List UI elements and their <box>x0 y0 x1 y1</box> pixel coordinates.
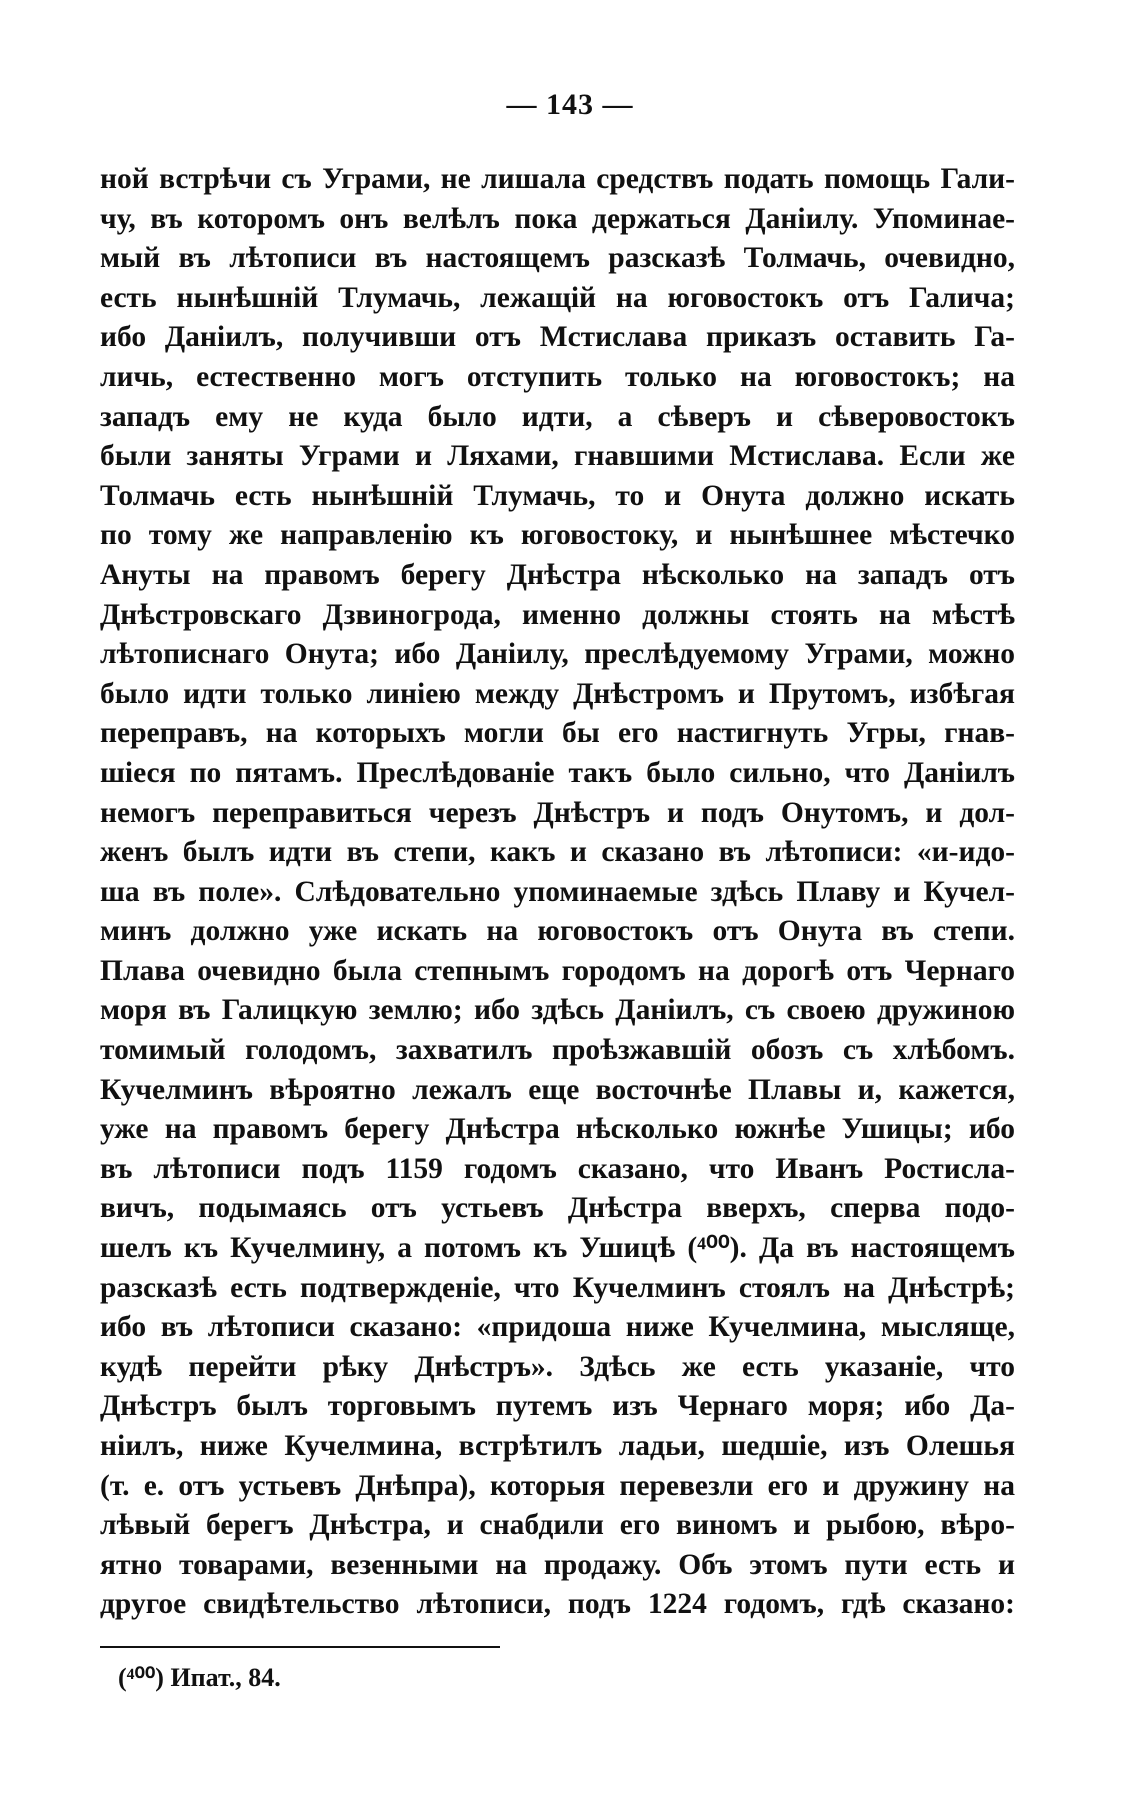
text-line: по тому же направленію къ юговостоку, и нынѣшнее мѣстечко <box>100 519 1015 552</box>
text-line: лѣтописнаго Онута; ибо Даніилу, преслѣдуемому Уграми, можно <box>100 638 1015 671</box>
text-line: лѣвый берегъ Днѣстра, и снабдили его виномъ и рыбою, вѣро- <box>100 1509 1015 1542</box>
text-line: Днѣстръ былъ торговымъ путемъ изъ Чернаго моря; ибо Да- <box>100 1390 1015 1423</box>
text-line: другое свидѣтельство лѣтописи, подъ 1224 годомъ, гдѣ сказано: <box>100 1588 1015 1621</box>
text-line: ніилъ, ниже Кучелмина, встрѣтилъ ладьи, шедшіе, изъ Олешья <box>100 1430 1015 1462</box>
text-line: немогъ переправиться черезъ Днѣстръ и подъ Онутомъ, и дол- <box>100 796 1015 829</box>
text-line: уже на правомъ берегу Днѣстра нѣсколько южнѣе Ушицы; ибо <box>100 1113 1015 1146</box>
text-line: личь, естественно могъ отступить только на юговостокъ; на <box>100 360 1015 393</box>
text-line: есть нынѣшній Тлумачь, лежащій на юговостокъ отъ Галича; <box>100 281 1015 314</box>
text-line: ша въ поле». Слѣдовательно упоминаемые здѣсь Плаву и Кучел- <box>100 875 1015 908</box>
body-text <box>100 160 1015 1625</box>
text-line: Ануты на правомъ берегу Днѣстра нѣсколько на западъ отъ <box>100 558 1015 591</box>
text-line: (т. е. отъ устьевъ Днѣпра), которыя перевезли его и дружину на <box>100 1469 1015 1502</box>
text-line: ной встрѣчи съ Уграми, не лишала средствъ подать помощь Гали- <box>100 163 1015 195</box>
text-line: Днѣстровскаго Дзвиногрода, именно должны стоять на мѣстѣ <box>100 598 1015 631</box>
text-line: мый въ лѣтописи въ настоящемъ разсказѣ Толмачь, очевидно, <box>100 242 1015 275</box>
text-line: Толмачь есть нынѣшній Тлумачь, то и Онута должно искать <box>100 479 1015 512</box>
text-line: переправъ, на которыхъ могли бы его настигнуть Угры, гнав- <box>100 717 1015 750</box>
text-line: женъ былъ идти въ степи, какъ и сказано въ лѣтописи: «и-идо- <box>100 836 1015 869</box>
text-line: вичъ, подымаясь отъ устьевъ Днѣстра вверхъ, сперва подо- <box>100 1192 1015 1225</box>
text-line: разсказѣ есть подтвержденіе, что Кучелминъ стоялъ на Днѣстрѣ; <box>100 1271 1015 1304</box>
text-line: было идти только линіею между Днѣстромъ и Прутомъ, избѣгая <box>100 677 1015 710</box>
text-line: чу, въ которомъ онъ велѣлъ пока держаться Даніилу. Упоминае- <box>100 202 1015 235</box>
text-line: ибо въ лѣтописи сказано: «придоша ниже Кучелмина, мыслящe, <box>100 1311 1015 1344</box>
text-line: минъ должно уже искать на юговостокъ отъ Онута въ степи. <box>100 915 1015 948</box>
text-line: шіеся по пятамъ. Преслѣдованіе такъ было сильно, что Даніилъ <box>100 756 1015 789</box>
footnote: (⁴⁰⁰) Ипат., 84. <box>118 1663 281 1692</box>
text-line: въ лѣтописи подъ 1159 годомъ сказано, что Иванъ Ростисла- <box>100 1152 1015 1185</box>
text-line: кудѣ перейти рѣку Днѣстръ». Здѣсь же есть указаніе, что <box>100 1350 1015 1383</box>
text-line: моря въ Галицкую землю; ибо здѣсь Даніилъ, съ своею дружиною <box>100 994 1015 1027</box>
text-line: ибо Даніилъ, получивши отъ Мстислава приказъ оставить Га- <box>100 321 1015 354</box>
text-line: были заняты Уграми и Ляхами, гнавшими Мстислава. Если же <box>100 440 1015 473</box>
footnote-rule <box>100 1646 500 1648</box>
page-number: — 143 — <box>506 88 634 121</box>
text-line: томимый голодомъ, захватилъ проѣзжавшій обозъ съ хлѣбомъ. <box>100 1034 1015 1067</box>
text-line: шелъ къ Кучелмину, а потомъ къ Ушицѣ (⁴⁰⁰). Да въ настоящемъ <box>100 1232 1015 1265</box>
text-line: Плава очевидно была степнымъ городомъ на дорогѣ отъ Чернаго <box>100 954 1015 987</box>
text-line: западъ ему не куда было идти, а сѣверъ и сѣверовостокъ <box>100 400 1015 433</box>
text-line: ятно товарами, везенными на продажу. Объ этомъ пути есть и <box>100 1548 1015 1581</box>
text-line: Кучелминъ вѣроятно лежалъ еще восточнѣе Плавы и, кажется, <box>100 1073 1015 1106</box>
